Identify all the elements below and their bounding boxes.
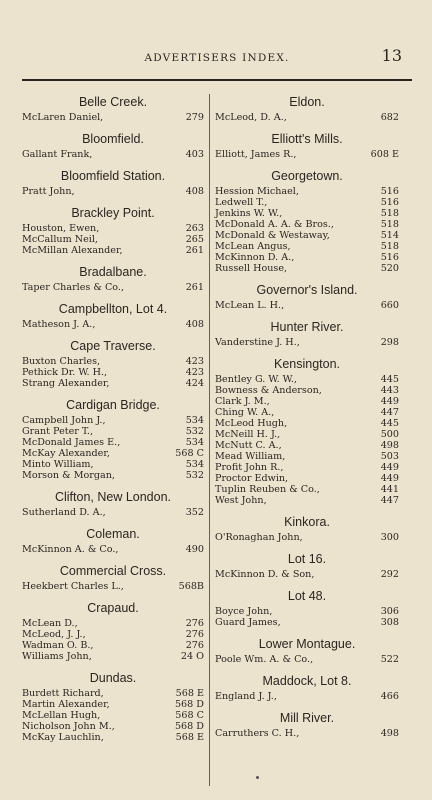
advertiser-entry	[22, 470, 204, 481]
advertiser-name: McLellan Hugh,	[22, 710, 101, 721]
advertiser-name: West John,	[215, 495, 267, 506]
advertiser-entry	[22, 699, 204, 710]
page-reference: 447	[380, 407, 399, 418]
page-reference: 466	[380, 691, 399, 702]
place-heading: Lower Montague.	[258, 637, 356, 651]
advertiser-name: McDonald & Westaway,	[215, 230, 330, 241]
advertiser-name: Pratt John,	[22, 186, 75, 197]
place-heading: Georgetown.	[271, 169, 343, 183]
place-heading: Clifton, New London.	[54, 490, 172, 504]
advertiser-entry	[215, 263, 399, 274]
advertiser-name: Hession Michael,	[215, 186, 299, 197]
advertiser-entry	[22, 710, 204, 721]
page-reference: 276	[185, 618, 204, 629]
page-reference: 490	[185, 544, 204, 555]
advertiser-entry	[215, 396, 399, 407]
advertiser-entry	[215, 606, 399, 617]
advertiser-name: McKay Lauchlin,	[22, 732, 104, 743]
place-heading: Kensington.	[273, 357, 341, 371]
advertiser-entry	[215, 462, 399, 473]
page-reference: 300	[380, 532, 399, 543]
advertiser-name: McLean D.,	[22, 618, 78, 629]
page-reference: 276	[185, 640, 204, 651]
advertiser-name: McLeod, J. J.,	[22, 629, 86, 640]
place-heading: Commercial Cross.	[59, 564, 167, 578]
place-heading: Coleman.	[86, 527, 140, 541]
page-reference: 568 C	[175, 448, 204, 459]
advertiser-name: Campbell John J.,	[22, 415, 106, 426]
advertiser-name: Minto William,	[22, 459, 94, 470]
advertiser-name: McKay Alexander,	[22, 448, 110, 459]
page-reference: 522	[380, 654, 399, 665]
advertiser-name: Taper Charles & Co.,	[22, 282, 125, 293]
advertiser-name: Proctor Edwin,	[215, 473, 289, 484]
advertiser-entry	[22, 223, 204, 234]
advertiser-entry	[22, 721, 204, 732]
place-heading: Belle Creek.	[78, 95, 148, 109]
page-header	[22, 46, 412, 68]
advertiser-entry	[215, 186, 399, 197]
advertiser-entry	[22, 581, 204, 592]
advertiser-entry	[22, 732, 204, 743]
page-reference: 568 C	[175, 710, 204, 721]
page-reference: 424	[185, 378, 204, 389]
page-reference: 534	[185, 415, 204, 426]
advertiser-name: Tuplin Reuben & Co.,	[215, 484, 320, 495]
page-reference: 516	[380, 197, 399, 208]
page-reference: 261	[185, 245, 204, 256]
place-heading: Governor's Island.	[256, 283, 358, 297]
page-reference: 568B	[178, 581, 204, 592]
page-reference: 447	[380, 495, 399, 506]
advertiser-entry	[22, 640, 204, 651]
page-number: 13	[381, 46, 402, 65]
place-heading: Lot 16.	[287, 552, 327, 566]
advertiser-name: McNutt C. A.,	[215, 440, 282, 451]
page-reference: 503	[380, 451, 399, 462]
advertiser-entry	[215, 418, 399, 429]
page-reference: 520	[380, 263, 399, 274]
advertiser-entry	[22, 282, 204, 293]
advertiser-entry	[215, 219, 399, 230]
page-reference: 408	[185, 319, 204, 330]
advertiser-name: McCallum Neil,	[22, 234, 98, 245]
advertiser-entry	[215, 451, 399, 462]
advertiser-entry	[22, 544, 204, 555]
advertiser-entry	[22, 367, 204, 378]
advertiser-entry	[215, 374, 399, 385]
advertiser-name: McLeod, D. A.,	[215, 112, 287, 123]
advertiser-name: Houston, Ewen,	[22, 223, 100, 234]
advertiser-name: Grant Peter T.,	[22, 426, 94, 437]
place-heading: Brackley Point.	[71, 206, 155, 220]
advertiser-entry	[215, 569, 399, 580]
page-reference: 516	[380, 252, 399, 263]
advertiser-name: Pethick Dr. W. H.,	[22, 367, 108, 378]
advertiser-entry	[22, 618, 204, 629]
place-heading: Bloomfield.	[82, 132, 144, 146]
advertiser-entry	[215, 300, 399, 311]
advertiser-name: Bentley G. W. W.,	[215, 374, 297, 385]
advertiser-entry	[22, 459, 204, 470]
page-reference: 423	[185, 367, 204, 378]
page-reference: 518	[380, 219, 399, 230]
page-reference: 263	[185, 223, 204, 234]
advertiser-entry	[22, 507, 204, 518]
advertiser-name: McLaren Daniel,	[22, 112, 104, 123]
advertiser-name: McDonald James E.,	[22, 437, 121, 448]
page-reference: 265	[185, 234, 204, 245]
advertiser-entry	[22, 426, 204, 437]
advertiser-name: Sutherland D. A.,	[22, 507, 106, 518]
advertiser-entry	[22, 186, 204, 197]
advertiser-entry	[215, 617, 399, 628]
page-reference: 514	[380, 230, 399, 241]
advertiser-entry	[22, 245, 204, 256]
advertiser-entry	[215, 149, 399, 160]
page-reference: 498	[380, 728, 399, 739]
advertiser-name: Williams John,	[22, 651, 92, 662]
advertiser-entry	[215, 252, 399, 263]
page-title: ADVERTISERS INDEX.	[144, 52, 290, 64]
page-reference: 534	[185, 459, 204, 470]
advertiser-entry	[22, 149, 204, 160]
page-reference: 568 D	[174, 721, 204, 732]
advertiser-name: Clark J. M.,	[215, 396, 270, 407]
place-heading: Cape Traverse.	[70, 339, 156, 353]
advertiser-name: Carruthers C. H.,	[215, 728, 300, 739]
advertiser-name: Vanderstine J. H.,	[215, 337, 300, 348]
page-reference: 276	[185, 629, 204, 640]
right-column	[215, 92, 399, 739]
advertiser-entry	[22, 234, 204, 245]
advertiser-entry	[215, 654, 399, 665]
advertiser-name: Gallant Frank,	[22, 149, 93, 160]
advertiser-entry	[22, 651, 204, 662]
advertiser-name: McNeill H. J.,	[215, 429, 281, 440]
page-reference: 306	[380, 606, 399, 617]
advertiser-entry	[22, 437, 204, 448]
page-reference: 532	[185, 470, 204, 481]
page-reference: 445	[380, 418, 399, 429]
page-reference: 682	[380, 112, 399, 123]
advertiser-entry	[215, 532, 399, 543]
page-reference: 534	[185, 437, 204, 448]
advertiser-entry	[215, 112, 399, 123]
page-reference: 445	[380, 374, 399, 385]
page-reference: 443	[380, 385, 399, 396]
advertiser-name: McKinnon A. & Co.,	[22, 544, 119, 555]
advertiser-name: Morson & Morgan,	[22, 470, 115, 481]
page-reference: 568 E	[175, 732, 204, 743]
advertiser-name: Wadman O. B.,	[22, 640, 94, 651]
advertiser-entry	[215, 385, 399, 396]
advertiser-entry	[22, 356, 204, 367]
advertiser-entry	[215, 197, 399, 208]
advertiser-name: Mead William,	[215, 451, 286, 462]
advertiser-entry	[215, 728, 399, 739]
advertiser-entry	[215, 429, 399, 440]
page-reference: 498	[380, 440, 399, 451]
page-reference: 449	[380, 462, 399, 473]
advertiser-name: Boyce John,	[215, 606, 273, 617]
page-reference: 24 O	[180, 651, 204, 662]
page-reference: 261	[185, 282, 204, 293]
advertiser-name: Ching W. A.,	[215, 407, 275, 418]
advertiser-entry	[215, 230, 399, 241]
advertiser-entry	[215, 473, 399, 484]
page-reference: 568 E	[175, 688, 204, 699]
advertiser-name: England J. J.,	[215, 691, 277, 702]
advertiser-entry	[215, 208, 399, 219]
place-heading: Dundas.	[89, 671, 137, 685]
advertiser-name: Profit John R.,	[215, 462, 284, 473]
header-rule	[22, 79, 412, 81]
advertiser-name: McLean Angus,	[215, 241, 291, 252]
advertiser-name: McDonald A. A. & Bros.,	[215, 219, 334, 230]
advertiser-name: McLean L. H.,	[215, 300, 285, 311]
advertiser-name: Jenkins W. W.,	[215, 208, 283, 219]
advertiser-entry	[22, 415, 204, 426]
page-reference: 449	[380, 396, 399, 407]
page-reference: 308	[380, 617, 399, 628]
advertiser-entry	[22, 112, 204, 123]
advertiser-entry	[215, 407, 399, 418]
advertiser-name: Poole Wm. A. & Co.,	[215, 654, 314, 665]
page-reference: 279	[185, 112, 204, 123]
page-reference: 516	[380, 186, 399, 197]
advertiser-name: Buxton Charles,	[22, 356, 101, 367]
advertiser-name: Nicholson John M.,	[22, 721, 115, 732]
advertiser-name: Martin Alexander,	[22, 699, 110, 710]
place-heading: Elliott's Mills.	[271, 132, 343, 146]
page-reference: 441	[380, 484, 399, 495]
page-reference: 660	[380, 300, 399, 311]
advertiser-entry	[22, 688, 204, 699]
page-reference: 568 D	[174, 699, 204, 710]
place-heading: Bradalbane.	[79, 265, 147, 279]
advertiser-entry	[22, 319, 204, 330]
advertiser-name: Russell House,	[215, 263, 288, 274]
place-heading: Mill River.	[279, 711, 335, 725]
advertiser-name: McKinnon D. A.,	[215, 252, 295, 263]
page-reference: 408	[185, 186, 204, 197]
advertiser-entry	[22, 448, 204, 459]
advertiser-entry	[215, 337, 399, 348]
place-heading: Cardigan Bridge.	[66, 398, 160, 412]
place-heading: Hunter River.	[270, 320, 344, 334]
page-reference: 449	[380, 473, 399, 484]
ink-dot	[256, 776, 259, 779]
advertiser-entry	[22, 378, 204, 389]
column-divider	[209, 94, 210, 786]
advertiser-name: Bowness & Anderson,	[215, 385, 322, 396]
advertiser-name: Guard James,	[215, 617, 281, 628]
page-reference: 518	[380, 241, 399, 252]
advertiser-name: Elliott, James R.,	[215, 149, 297, 160]
advertiser-entry	[22, 629, 204, 640]
advertiser-entry	[215, 495, 399, 506]
page-reference: 352	[185, 507, 204, 518]
advertiser-name: Matheson J. A.,	[22, 319, 96, 330]
page-reference: 292	[380, 569, 399, 580]
advertiser-name: Ledwell T.,	[215, 197, 268, 208]
place-heading: Bloomfield Station.	[60, 169, 166, 183]
place-heading: Lot 48.	[287, 589, 327, 603]
page-reference: 298	[380, 337, 399, 348]
place-heading: Maddock, Lot 8.	[262, 674, 352, 688]
advertiser-name: Heekbert Charles L.,	[22, 581, 124, 592]
page-reference: 403	[185, 149, 204, 160]
advertiser-name: McKinnon D. & Son,	[215, 569, 315, 580]
advertiser-name: McLeod Hugh,	[215, 418, 288, 429]
advertiser-entry	[215, 691, 399, 702]
place-heading: Crapaud.	[87, 601, 139, 615]
advertiser-entry	[215, 484, 399, 495]
page-reference: 500	[380, 429, 399, 440]
advertiser-entry	[215, 440, 399, 451]
advertiser-entry	[215, 241, 399, 252]
left-column	[22, 92, 204, 743]
place-heading: Eldon.	[289, 95, 325, 109]
place-heading: Kinkora.	[284, 515, 330, 529]
page-reference: 608 E	[370, 149, 399, 160]
advertiser-name: O'Ronaghan John,	[215, 532, 303, 543]
advertiser-name: Strang Alexander,	[22, 378, 110, 389]
place-heading: Campbellton, Lot 4.	[58, 302, 168, 316]
page-reference: 423	[185, 356, 204, 367]
advertiser-name: McMillan Alexander,	[22, 245, 123, 256]
advertiser-name: Burdett Richard,	[22, 688, 104, 699]
page-reference: 532	[185, 426, 204, 437]
page-reference: 518	[380, 208, 399, 219]
